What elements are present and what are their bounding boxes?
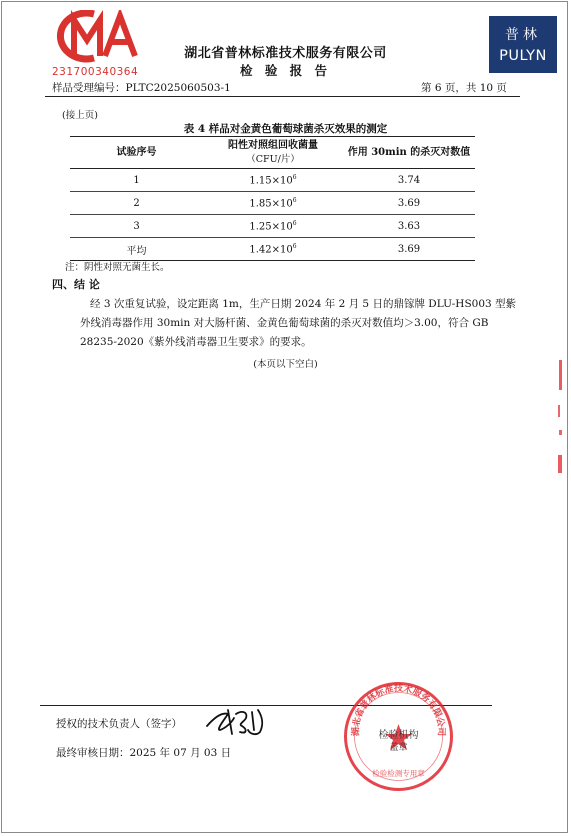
table-row <box>70 169 475 192</box>
conclusion-line: 外线消毒器作用 30min 对大肠杆菌、金黄色葡萄球菌的杀灭对数值均＞3.00，符合 GB <box>80 317 489 329</box>
kill-log-value: 3.69 <box>397 197 421 209</box>
table-caption: 表 4 样品对金黄色葡萄球菌杀灭效果的测定 <box>183 123 388 135</box>
table-header-row <box>70 137 475 169</box>
page-info: 第 6 页，共 10 页 <box>421 82 507 94</box>
recovered-count: $1.85\times 10^6$ <box>249 196 297 210</box>
continued-label: (接上页) <box>62 110 98 121</box>
trial-id: 1 <box>133 174 140 186</box>
results-table <box>70 136 475 261</box>
recovered-count: $1.25\times 10^6$ <box>249 219 297 233</box>
header-positive-control <box>203 137 343 169</box>
table-note: 注：阴性对照无菌生长。 <box>65 262 170 273</box>
svg-text:检验检测专用章: 检验检测专用章 <box>372 769 425 778</box>
trial-id: 平均 <box>126 245 147 257</box>
edge-seal-fragment <box>554 360 566 480</box>
report-title: 检 验 报 告 <box>239 63 332 78</box>
conclusion-line: 经 3 次重复试验，设定距离 1m，生产日期 2024 年 2 月 5 日的鼎镓牌 DLU-HS003 型紫 <box>90 298 517 310</box>
signer-label: 授权的技术负责人（签字） <box>56 718 182 730</box>
recovered-count: $1.15\times 10^6$ <box>249 173 297 187</box>
table-row <box>70 215 475 238</box>
organization-name: 湖北省普林标准技术服务有限公司 <box>184 46 387 61</box>
kill-log-value: 3.63 <box>397 220 421 232</box>
conclusion-line: 28235-2020《紫外线消毒器卫生要求》的要求。 <box>80 336 312 348</box>
cma-certificate-number: 231700340364 <box>52 66 139 78</box>
header-kill-log: 作用 30min 的杀灭对数值 <box>347 146 471 158</box>
header-trial-number: 试验序号 <box>116 146 157 158</box>
approval-date: 最终审核日期：2025 年 07 月 03 日 <box>56 747 232 759</box>
table-row <box>70 192 475 215</box>
table-row-average <box>70 238 475 261</box>
recovered-count: $1.42\times 10^6$ <box>249 242 297 256</box>
svg-text:湖北省普林标准技术服务有限公司: 湖北省普林标准技术服务有限公司 <box>351 684 446 737</box>
blank-below-note: (本页以下空白) <box>253 359 318 370</box>
sample-number: 样品受理编号：PLTC2025060503-1 <box>52 82 231 94</box>
trial-id: 2 <box>133 197 140 209</box>
conclusion-paragraph <box>80 295 523 352</box>
kill-log-value: 3.69 <box>397 243 421 255</box>
trial-id: 3 <box>133 220 140 232</box>
seal-institution-label: 检验机构 <box>378 730 419 741</box>
header-positive-control-label: 阳性对照组回收菌量 <box>228 139 318 151</box>
kill-log-value: 3.74 <box>397 174 421 186</box>
brand-english-name: PULYN <box>499 48 547 64</box>
header-unit: （CFU/片） <box>246 153 300 165</box>
header-divider <box>45 96 520 97</box>
handwritten-signature <box>202 700 272 740</box>
seal-stamp-label: 盖章 <box>389 743 408 753</box>
section-heading: 四、结 论 <box>52 278 100 291</box>
brand-chinese-name: 普林 <box>505 27 541 43</box>
